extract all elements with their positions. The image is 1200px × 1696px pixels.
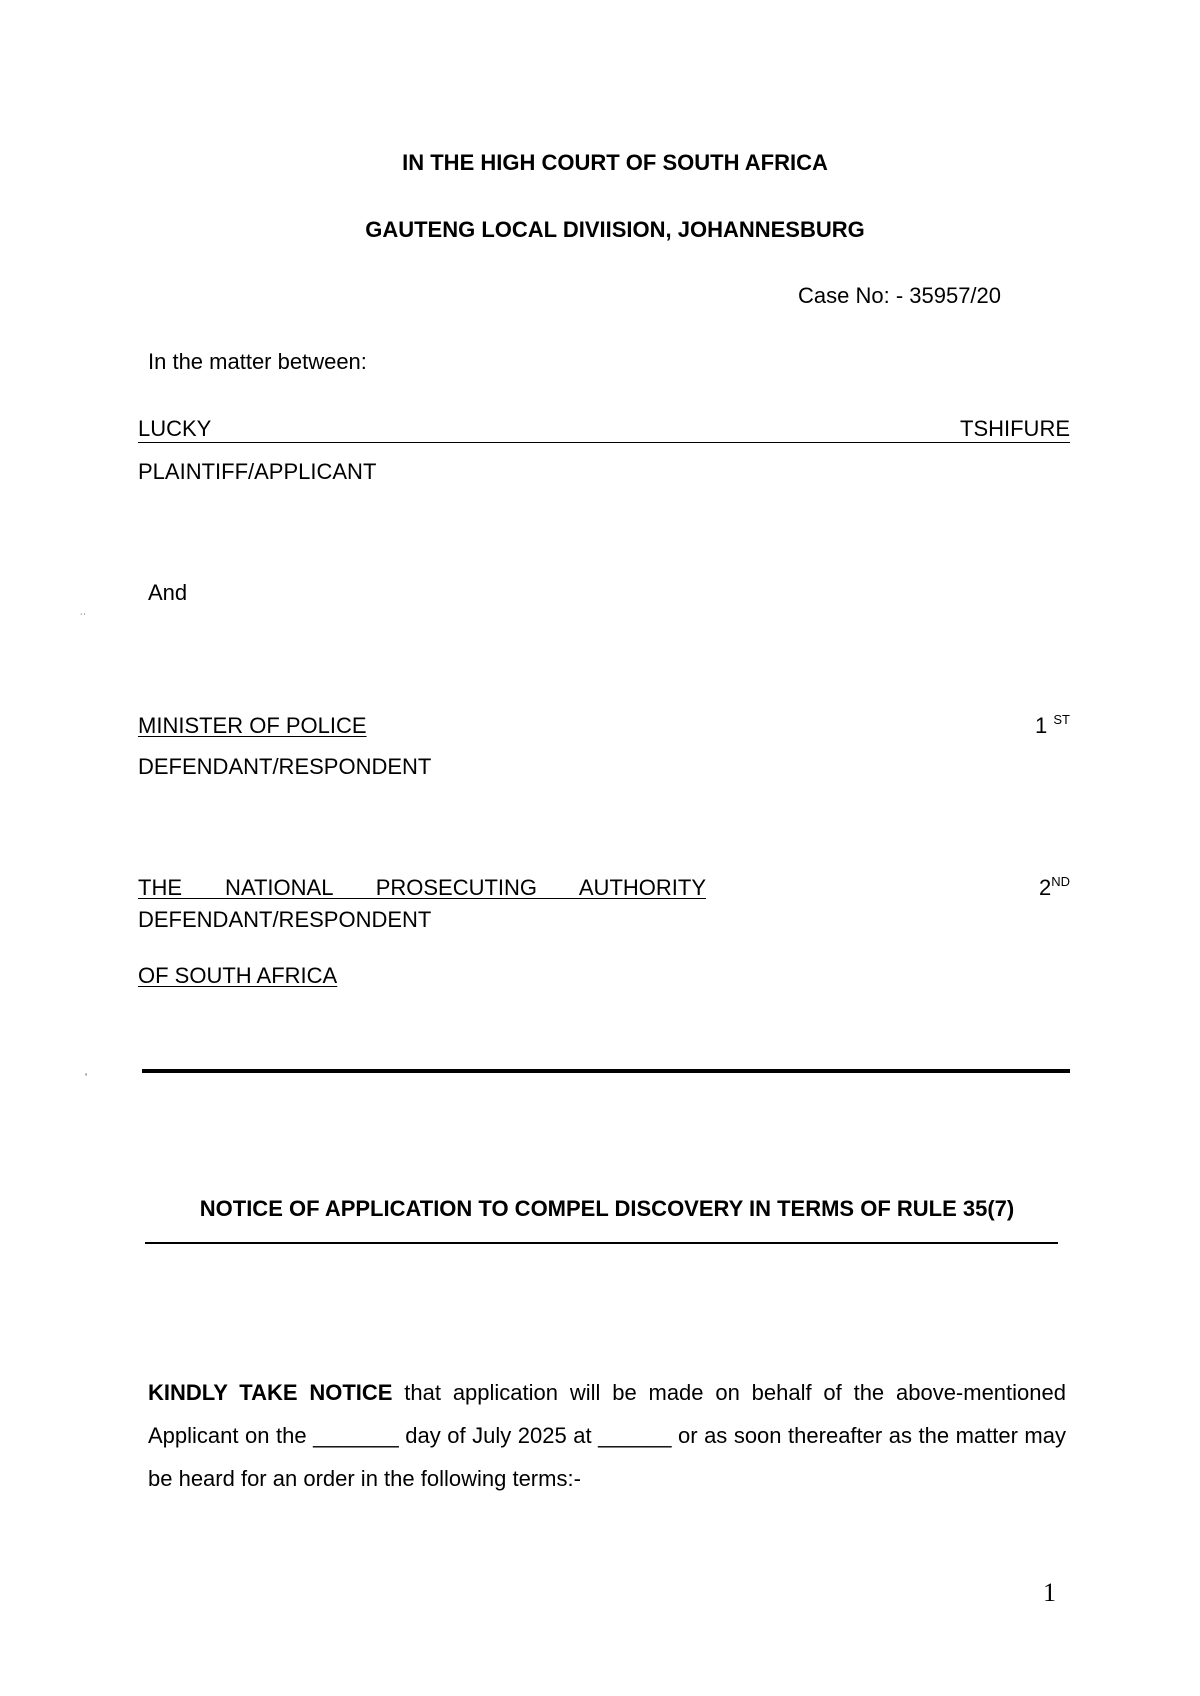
plaintiff-surname: TSHIFURE bbox=[960, 416, 1070, 441]
margin-mark: ‘ bbox=[85, 1072, 88, 1083]
margin-mark: ˙˙ bbox=[80, 613, 87, 624]
second-defendant-ordinal-suffix: ND bbox=[1051, 874, 1070, 889]
page-number: 1 bbox=[1043, 1578, 1056, 1607]
first-defendant-ordinal-suffix: ST bbox=[1053, 712, 1070, 727]
case-number: Case No: - 35957/20 bbox=[798, 283, 1002, 308]
section-divider bbox=[142, 1069, 1070, 1073]
court-name: IN THE HIGH COURT OF SOUTH AFRICA bbox=[402, 150, 828, 175]
title-underline bbox=[145, 1242, 1058, 1244]
second-defendant-name-continued: OF SOUTH AFRICA bbox=[138, 963, 338, 988]
notice-body-text: that application will be made on behalf of the above-mentioned Applicant on the _______ day of July 2025 at ______ or as soon thereafter as the matter may be heard for an order in the following terms:- bbox=[148, 1380, 1066, 1491]
notice-title: NOTICE OF APPLICATION TO COMPEL DISCOVERY IN TERMS OF RULE 35(7) bbox=[199, 1196, 1015, 1221]
second-defendant-ordinal-number: 2 bbox=[1038, 875, 1052, 900]
plaintiff-name-line bbox=[138, 416, 1070, 443]
plaintiff-first-name: LUCKY bbox=[138, 416, 212, 441]
second-defendant-ordinal bbox=[1039, 875, 1070, 901]
plaintiff-role: PLAINTIFF/APPLICANT bbox=[138, 459, 377, 484]
first-defendant-ordinal bbox=[1035, 713, 1070, 739]
second-defendant-role: DEFENDANT/RESPONDENT bbox=[138, 907, 432, 932]
matter-between-label: In the matter between: bbox=[148, 349, 367, 374]
notice-body-paragraph bbox=[148, 1371, 1066, 1500]
first-defendant-role: DEFENDANT/RESPONDENT bbox=[138, 754, 432, 779]
notice-lead-text: KINDLY TAKE NOTICE bbox=[148, 1380, 393, 1405]
first-defendant-name: MINISTER OF POLICE bbox=[138, 713, 367, 738]
court-division: GAUTENG LOCAL DIVIISION, JOHANNESBURG bbox=[365, 217, 865, 242]
first-defendant-ordinal-number: 1 bbox=[1035, 713, 1048, 738]
and-separator: And bbox=[148, 580, 188, 605]
second-defendant-name: THE NATIONAL PROSECUTING AUTHORITY bbox=[138, 875, 706, 900]
